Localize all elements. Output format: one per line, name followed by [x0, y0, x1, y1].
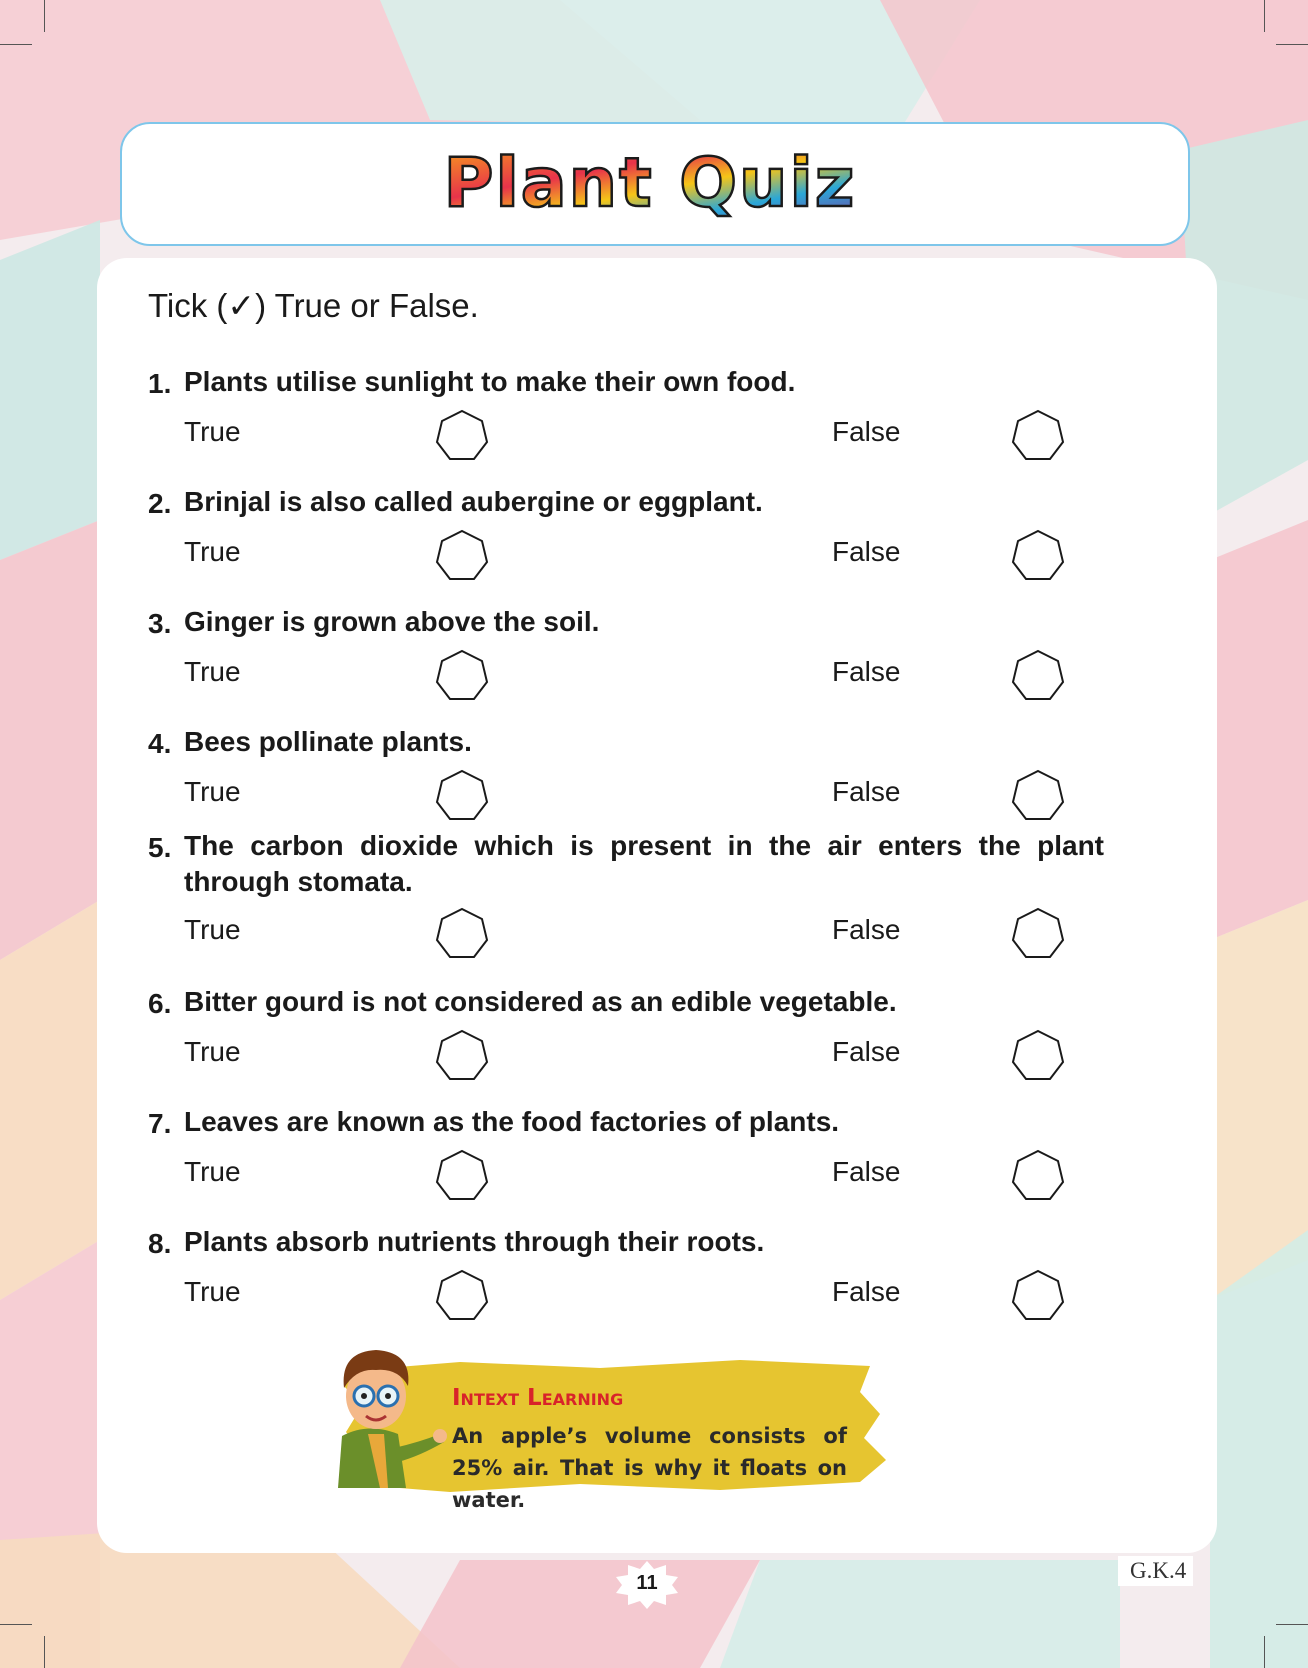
false-label: False: [832, 656, 901, 687]
question-text: Plants utilise sunlight to make their own food.: [184, 366, 796, 397]
page-title: [440, 138, 860, 230]
crop-mark: [44, 0, 45, 32]
false-label: False: [832, 914, 901, 945]
false-checkbox-q3[interactable]: [1010, 649, 1066, 705]
false-checkbox-q5[interactable]: [1010, 907, 1066, 963]
false-label: False: [832, 416, 901, 447]
true-checkbox-q3[interactable]: [434, 649, 490, 705]
true-label: True: [184, 416, 241, 447]
question-number: 1.: [148, 368, 172, 399]
title-text: Plant Quiz: [443, 144, 857, 223]
false-checkbox-q7[interactable]: [1010, 1149, 1066, 1205]
question-text: Leaves are known as the food factories of plants.: [184, 1106, 840, 1137]
true-checkbox-q6[interactable]: [434, 1029, 490, 1085]
false-checkbox-q8[interactable]: [1010, 1269, 1066, 1325]
question-number: 2.: [148, 488, 172, 519]
true-checkbox-q1[interactable]: [434, 409, 490, 465]
true-checkbox-q2[interactable]: [434, 529, 490, 585]
question-number: 4.: [148, 728, 172, 759]
crop-mark: [1264, 0, 1265, 32]
question-text: Brinjal is also called aubergine or eggplant.: [184, 486, 763, 517]
question-text: Bees pollinate plants.: [184, 726, 472, 757]
question-number: 3.: [148, 608, 172, 639]
true-checkbox-q8[interactable]: [434, 1269, 490, 1325]
question-text: Plants absorb nutrients through their roots.: [184, 1226, 765, 1257]
question-number: 5.: [148, 832, 172, 863]
false-label: False: [832, 1276, 901, 1307]
question-text: The carbon dioxide which is present in the air enters the plant through stomata.: [184, 830, 1104, 897]
false-checkbox-q1[interactable]: [1010, 409, 1066, 465]
true-label: True: [184, 1276, 241, 1307]
crop-mark: [0, 44, 32, 45]
question-text: Bitter gourd is not considered as an edible vegetable.: [184, 986, 897, 1017]
false-checkbox-q2[interactable]: [1010, 529, 1066, 585]
crop-mark: [1264, 1636, 1265, 1668]
crop-mark: [1276, 1624, 1308, 1625]
false-label: False: [832, 536, 901, 567]
crop-mark: [44, 1636, 45, 1668]
question-number: 6.: [148, 988, 172, 1019]
instruction-heading: Tick (✓) True or False.: [148, 287, 479, 324]
false-label: False: [832, 1036, 901, 1067]
false-checkbox-q4[interactable]: [1010, 769, 1066, 825]
false-label: False: [832, 1156, 901, 1187]
fact-title: Intext Learning: [452, 1385, 624, 1411]
question-text: Ginger is grown above the soil.: [184, 606, 600, 637]
false-checkbox-q6[interactable]: [1010, 1029, 1066, 1085]
fact-text: An apple’s volume consists of 25% air. That is why it floats on water.: [452, 1424, 847, 1512]
question-number: 8.: [148, 1228, 172, 1259]
true-label: True: [184, 914, 241, 945]
true-label: True: [184, 1036, 241, 1067]
false-label: False: [832, 776, 901, 807]
page-number: 11: [636, 1572, 658, 1594]
true-checkbox-q5[interactable]: [434, 907, 490, 963]
crop-mark: [0, 1624, 32, 1625]
series-label: G.K.4: [1118, 1556, 1193, 1586]
true-label: True: [184, 776, 241, 807]
true-checkbox-q4[interactable]: [434, 769, 490, 825]
boy-illustration: [328, 1338, 448, 1488]
true-label: True: [184, 1156, 241, 1187]
true-label: True: [184, 656, 241, 687]
crop-mark: [1276, 44, 1308, 45]
true-checkbox-q7[interactable]: [434, 1149, 490, 1205]
true-label: True: [184, 536, 241, 567]
question-number: 7.: [148, 1108, 172, 1139]
